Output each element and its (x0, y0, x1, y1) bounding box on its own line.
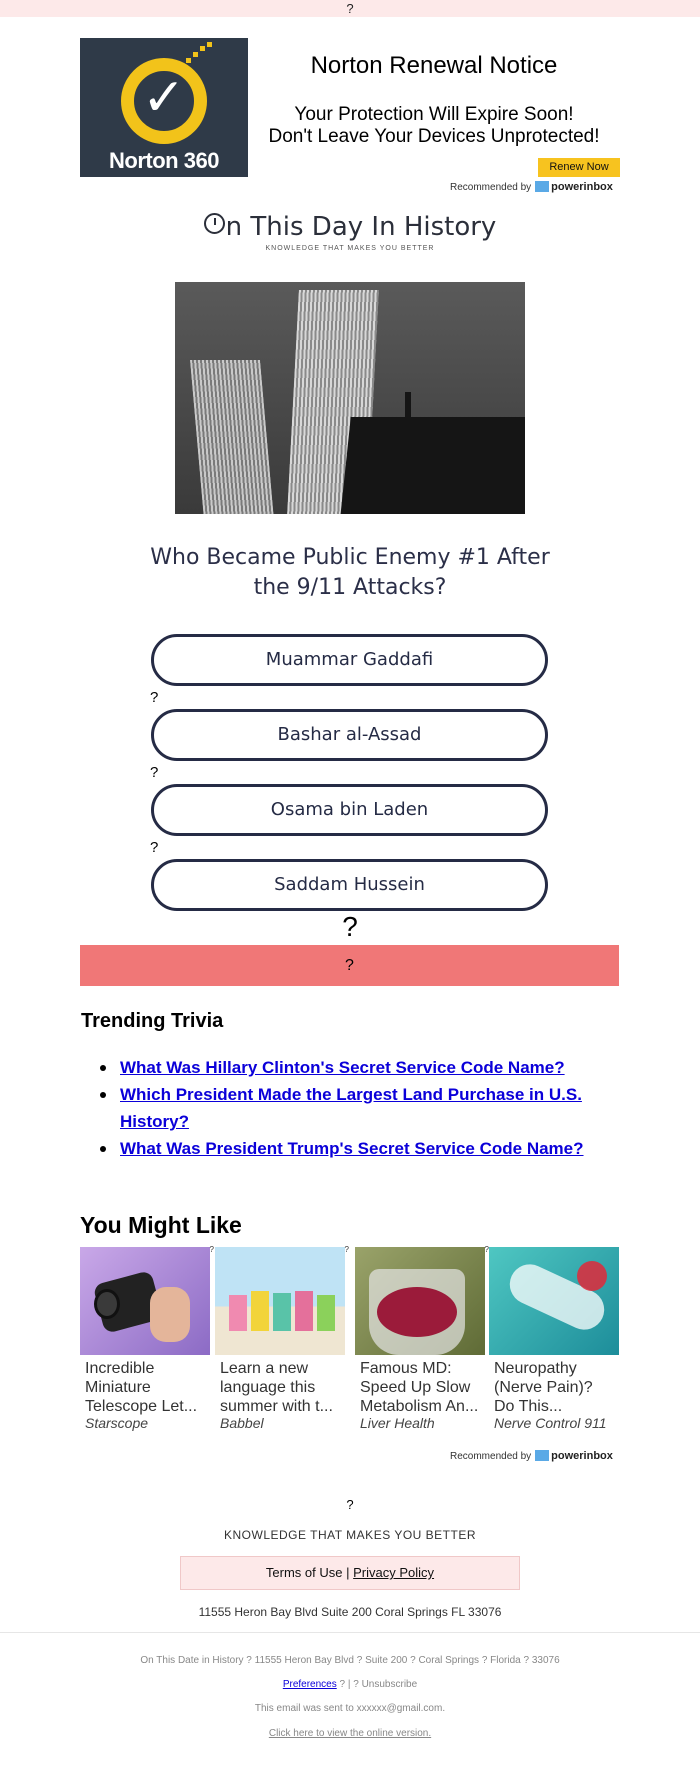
foot-xray-image (489, 1247, 619, 1355)
powerinbox-icon (535, 181, 549, 192)
logo-pixel (207, 42, 212, 47)
card-title-line: (Nerve Pain)? (494, 1379, 593, 1396)
answer-button[interactable]: Osama bin Laden (151, 784, 548, 836)
powerinbox-label: powerinbox (551, 1450, 613, 1462)
powerinbox-label: powerinbox (551, 181, 613, 193)
person-shape (251, 1291, 269, 1331)
recommended-by-label: Recommended by (450, 1451, 532, 1462)
ad-mark: ? (484, 1245, 489, 1254)
logo-pixel (186, 58, 191, 63)
recommendation-card[interactable] (80, 1245, 214, 1437)
card-source: Nerve Control 911 (494, 1415, 607, 1431)
ad-subtitle-line2: Don't Leave Your Devices Unprotected! (268, 126, 600, 147)
card-title-line: Famous MD: (360, 1360, 452, 1377)
card-title-line: Do This... (494, 1398, 563, 1415)
answer-button[interactable]: Muammar Gaddafi (151, 634, 548, 686)
card-title-line: Metabolism An... (360, 1398, 479, 1415)
footer-divider (0, 1632, 700, 1633)
telescope-lens (94, 1289, 120, 1319)
site-logo[interactable] (0, 212, 700, 252)
red-banner[interactable] (80, 945, 619, 986)
separator-mark: ? (150, 689, 159, 706)
person-shape (229, 1295, 247, 1331)
ad-subtitle-line1: Your Protection Will Expire Soon! (294, 104, 574, 125)
trending-link[interactable]: Which President Made the Largest Land Purchase in U.S. History? (120, 1085, 582, 1131)
card-title (360, 1359, 482, 1416)
top-bar-text: ? (346, 1, 354, 16)
photo-tower-left (190, 360, 274, 514)
checkmark-icon: ✓ (142, 68, 186, 128)
card-title-line: Telescope Let... (85, 1398, 198, 1415)
norton-logo[interactable] (80, 38, 248, 177)
drink-shape (377, 1287, 457, 1337)
answer-button[interactable]: Saddam Hussein (151, 859, 548, 911)
norton-logo-text: Norton 360 (109, 148, 219, 173)
trending-list (96, 1054, 626, 1162)
ad-mark: ? (344, 1245, 349, 1254)
separator-mark: ? (150, 764, 159, 781)
question-line2: the 9/11 Attacks? (253, 575, 447, 600)
powerinbox-icon (535, 1450, 549, 1461)
separator-mark: ? (150, 839, 159, 856)
trending-link[interactable]: What Was President Trump's Secret Service Code Name? (120, 1139, 584, 1158)
question-line1: Who Became Public Enemy #1 After (150, 545, 550, 570)
card-title-line: summer with t... (220, 1398, 333, 1415)
answer-button[interactable]: Bashar al-Assad (151, 709, 548, 761)
online-version-link[interactable]: Click here to view the online version. (268, 1728, 432, 1739)
site-name (0, 212, 700, 242)
hand-shape (150, 1287, 190, 1342)
red-drink-image (355, 1247, 485, 1355)
card-source: Babbel (220, 1415, 264, 1431)
you-might-like-title: You Might Like (80, 1212, 242, 1238)
recommended-by-label: Recommended by (450, 182, 532, 193)
top-bar (0, 0, 700, 17)
question-photo[interactable] (175, 282, 525, 514)
list-item (96, 1081, 626, 1135)
card-title-line: Incredible (85, 1360, 155, 1377)
preferences-row (0, 1679, 700, 1690)
site-name-text: n This Day In History (225, 212, 497, 242)
ad-subtitle (248, 104, 620, 148)
renew-now-button[interactable]: Renew Now (538, 158, 620, 177)
beach-people-image (215, 1247, 345, 1355)
recommendation-card[interactable] (355, 1245, 489, 1437)
card-source: Liver Health (360, 1415, 435, 1431)
trending-link[interactable]: What Was Hillary Clinton's Secret Service Code Name? (120, 1058, 565, 1077)
card-title-line: Miniature (85, 1379, 151, 1396)
list-item (96, 1135, 626, 1162)
clock-icon (204, 213, 225, 234)
unsub-separator: ? | ? (339, 1679, 359, 1690)
card-source: Starscope (85, 1415, 149, 1431)
legal-separator: | (346, 1565, 350, 1580)
privacy-link[interactable]: Privacy Policy (353, 1565, 435, 1580)
question-title (0, 543, 700, 603)
footer-address: 11555 Heron Bay Blvd Suite 200 Coral Springs FL 33076 (198, 1605, 502, 1619)
person-shape (295, 1291, 313, 1331)
online-version-row (0, 1728, 700, 1739)
recommended-by-top[interactable] (450, 181, 613, 193)
red-banner-text: ? (345, 957, 354, 974)
footer-logo-placeholder: ? (346, 1497, 354, 1512)
card-title (220, 1359, 342, 1416)
site-tagline: KNOWLEDGE THAT MAKES YOU BETTER (265, 245, 435, 252)
logo-pixel (193, 52, 198, 57)
card-title-line: Neuropathy (494, 1360, 577, 1377)
ad-mark: ? (209, 1245, 214, 1254)
card-title-line: Speed Up Slow (360, 1379, 471, 1396)
separator-mark-large: ? (342, 911, 358, 942)
telescope-image (80, 1247, 210, 1355)
recommendation-card[interactable] (489, 1247, 619, 1437)
recommendation-card[interactable] (215, 1245, 349, 1437)
card-title (85, 1359, 207, 1416)
preferences-link[interactable]: Preferences (282, 1679, 337, 1690)
person-shape (273, 1293, 291, 1331)
card-title-line: Learn a new (220, 1360, 309, 1377)
unsubscribe-link[interactable]: Unsubscribe (361, 1679, 418, 1690)
list-item (96, 1054, 626, 1081)
ad-title: Norton Renewal Notice (310, 52, 558, 79)
pain-spot (577, 1261, 607, 1291)
card-title-line: language this (220, 1379, 316, 1396)
footer-tagline: KNOWLEDGE THAT MAKES YOU BETTER (224, 1528, 476, 1542)
legal-links (180, 1556, 520, 1590)
photo-building (339, 417, 525, 514)
recommended-by-bottom[interactable] (450, 1450, 613, 1462)
terms-link[interactable]: Terms of Use (265, 1565, 343, 1580)
norton-ad[interactable] (80, 38, 620, 198)
person-shape (317, 1295, 335, 1331)
sent-to-text: This email was sent to xxxxxx@gmail.com. (254, 1703, 446, 1714)
trending-title: Trending Trivia (81, 1010, 224, 1032)
fine-address: On This Date in History ? 11555 Heron Bay Blvd ? Suite 200 ? Coral Springs ? Florida ? 33076 (140, 1655, 560, 1666)
logo-pixel (200, 46, 205, 51)
card-title (494, 1359, 616, 1416)
